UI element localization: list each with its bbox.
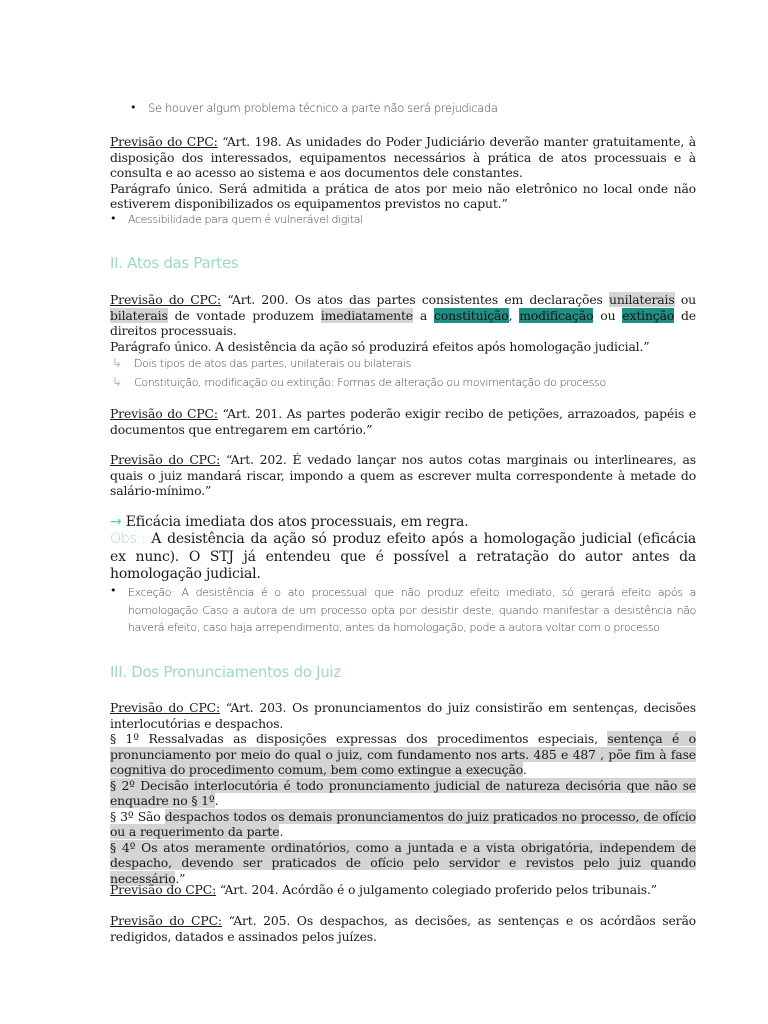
sub-item [112, 356, 696, 371]
section-heading: III. Dos Pronunciamentos do Juiz [110, 663, 341, 681]
article-text: § 1º Ressalvadas as disposições expressas dos procedimentos especiais, [110, 731, 608, 746]
article-text: . [279, 824, 284, 839]
cpc-label: Previsão do CPC: [110, 700, 221, 715]
bullet-text: Se houver algum problema técnico a parte não será prejudicada [148, 101, 498, 115]
article-text: .” [175, 870, 186, 886]
article-paragraph: Parágrafo único. Será admitida a prática de atos por meio não eletrônico no local onde não estiverem disponibilizados os equipamentos previstos no caput.” [110, 180, 696, 211]
highlight-despachos: despachos todos os demais pronunciamentos do juiz praticados no processo, de ofício ou a requerimento da parte [110, 808, 696, 839]
article-201 [110, 406, 696, 437]
article-text: “Art. 201. As partes poderão exigir recibo de petições, arrazoados, papéis e documentos que entregarem em cartório.” [110, 406, 697, 437]
article-text: § 3º São [110, 808, 165, 824]
cpc-label: Previsão do CPC: [110, 406, 218, 421]
cpc-label: Previsão do CPC: [110, 292, 222, 307]
article-text: de vontade produzem [167, 307, 321, 323]
sub-item-text: Dois tipos de atos das partes, unilaterais ou bilaterais [134, 357, 412, 370]
article-text: ou [593, 307, 623, 323]
article-text: “Art. 205. Os despachos, as decisões, as sentenças e os acórdãos serão redigidos, datados e assinados pelos juízes. [110, 913, 696, 944]
bullet-text: Exceção: A desistência é o ato processual que não produz efeito imediato, só gerará efeito após a homologação Caso a autora de um processo opta por desistir deste, quando manifestar a desistência não haverá efeito, caso haja arrependimento, antes da homologação, pode a autora voltar com o processo [128, 586, 696, 634]
highlight-modificacao: modificação [519, 307, 594, 323]
article-203 [110, 700, 696, 886]
article-text: de direitos processuais. [110, 307, 696, 338]
article-text: “Art. 200. Os atos das partes consistentes em declarações [221, 292, 609, 307]
obs-note [110, 531, 696, 584]
cpc-label: Previsão do CPC: [110, 882, 217, 897]
article-text: a [412, 307, 434, 323]
bullet-item [110, 584, 696, 637]
bullet-item [110, 212, 696, 227]
article-text: “Art. 204. Acórdão é o julgamento colegiado proferido pelos tribunais.” [216, 882, 657, 897]
eficacia-note [110, 514, 696, 532]
right-arrow-icon: → [110, 514, 126, 530]
bullet-dot-icon: • [110, 584, 117, 597]
cpc-label: Previsão do CPC: [110, 913, 222, 928]
highlight-extincao: extinção [622, 307, 675, 323]
highlight-sentenca: sentença é o pronunciamento por meio do qual o juiz, com fundamento nos arts. 485 e 487 , põe fim à fase cognitiva do procedimento comum, bem como extingue a execução [110, 731, 696, 777]
highlight-decisao: § 2º Decisão interlocutória é todo pronunciamento judicial de natureza decisória que não se enquadre no § 1º [110, 777, 696, 808]
article-text: ou [674, 292, 696, 307]
section-heading: II. Atos das Partes [110, 254, 239, 272]
return-arrow-icon: ↳ [112, 375, 123, 389]
article-204 [110, 882, 696, 898]
cpc-label: Previsão do CPC: [110, 452, 221, 467]
article-text: “Art. 198. As unidades do Poder Judiciário deverão manter gratuitamente, à disposição dos interessados, equipamentos necessários à prática de atos processuais e à consulta e ao acesso ao sistema e aos documentos dele constantes. [110, 134, 696, 180]
highlight-constituicao: constituição [434, 307, 509, 323]
highlight-imediatamente: imediatamente [320, 307, 413, 323]
article-198 [110, 134, 696, 212]
article-200 [110, 292, 696, 354]
obs-text: A desistência da ação só produz efeito após a homologação judicial (eficácia ex nunc). O STJ já entendeu que é possível a retratação do autor antes da homologação judicial. [110, 531, 696, 582]
bullet-dot-icon: • [110, 212, 117, 225]
article-205 [110, 913, 696, 944]
highlight-ordinatorios: § 4º Os atos meramente ordinatórios, como a juntada e a vista obrigatória, independem de despacho, devendo ser praticados de ofício pelo servidor e revistos pelo juiz quando necessário [110, 839, 696, 886]
article-text: “Art. 202. É vedado lançar nos autos cotas marginais ou interlineares, as quais o juiz mandará riscar, impondo a quem as escrever multa correspondente à metade do salário-mínimo.” [110, 452, 696, 498]
bullet-dot-icon: • [130, 101, 137, 114]
bullet-item [130, 101, 696, 116]
sub-item [112, 375, 696, 390]
cpc-label: Previsão do CPC: [110, 134, 218, 149]
article-text: , [508, 307, 520, 323]
article-text: . [214, 793, 219, 808]
eficacia-text: Eficácia imediata dos atos processuais, em regra. [125, 514, 469, 530]
obs-label: Obs.: [110, 531, 146, 547]
sub-item-text: Constituição, modificação ou extinção: Formas de alteração ou movimentação do processo [134, 376, 606, 389]
bullet-text: Acessibilidade para quem é vulnerável digital [128, 213, 363, 226]
article-paragraph: Parágrafo único. A desistência da ação só produzirá efeitos após homologação judicial.” [110, 338, 650, 354]
highlight-unilaterais: unilaterais [609, 292, 675, 307]
article-text: . [522, 762, 527, 777]
highlight-bilaterais: bilaterais [110, 307, 168, 323]
return-arrow-icon: ↳ [112, 356, 123, 370]
article-202 [110, 452, 696, 499]
article-text: “Art. 203. Os pronunciamentos do juiz consistirão em sentenças, decisões interlocutórias e despachos. [110, 700, 697, 731]
